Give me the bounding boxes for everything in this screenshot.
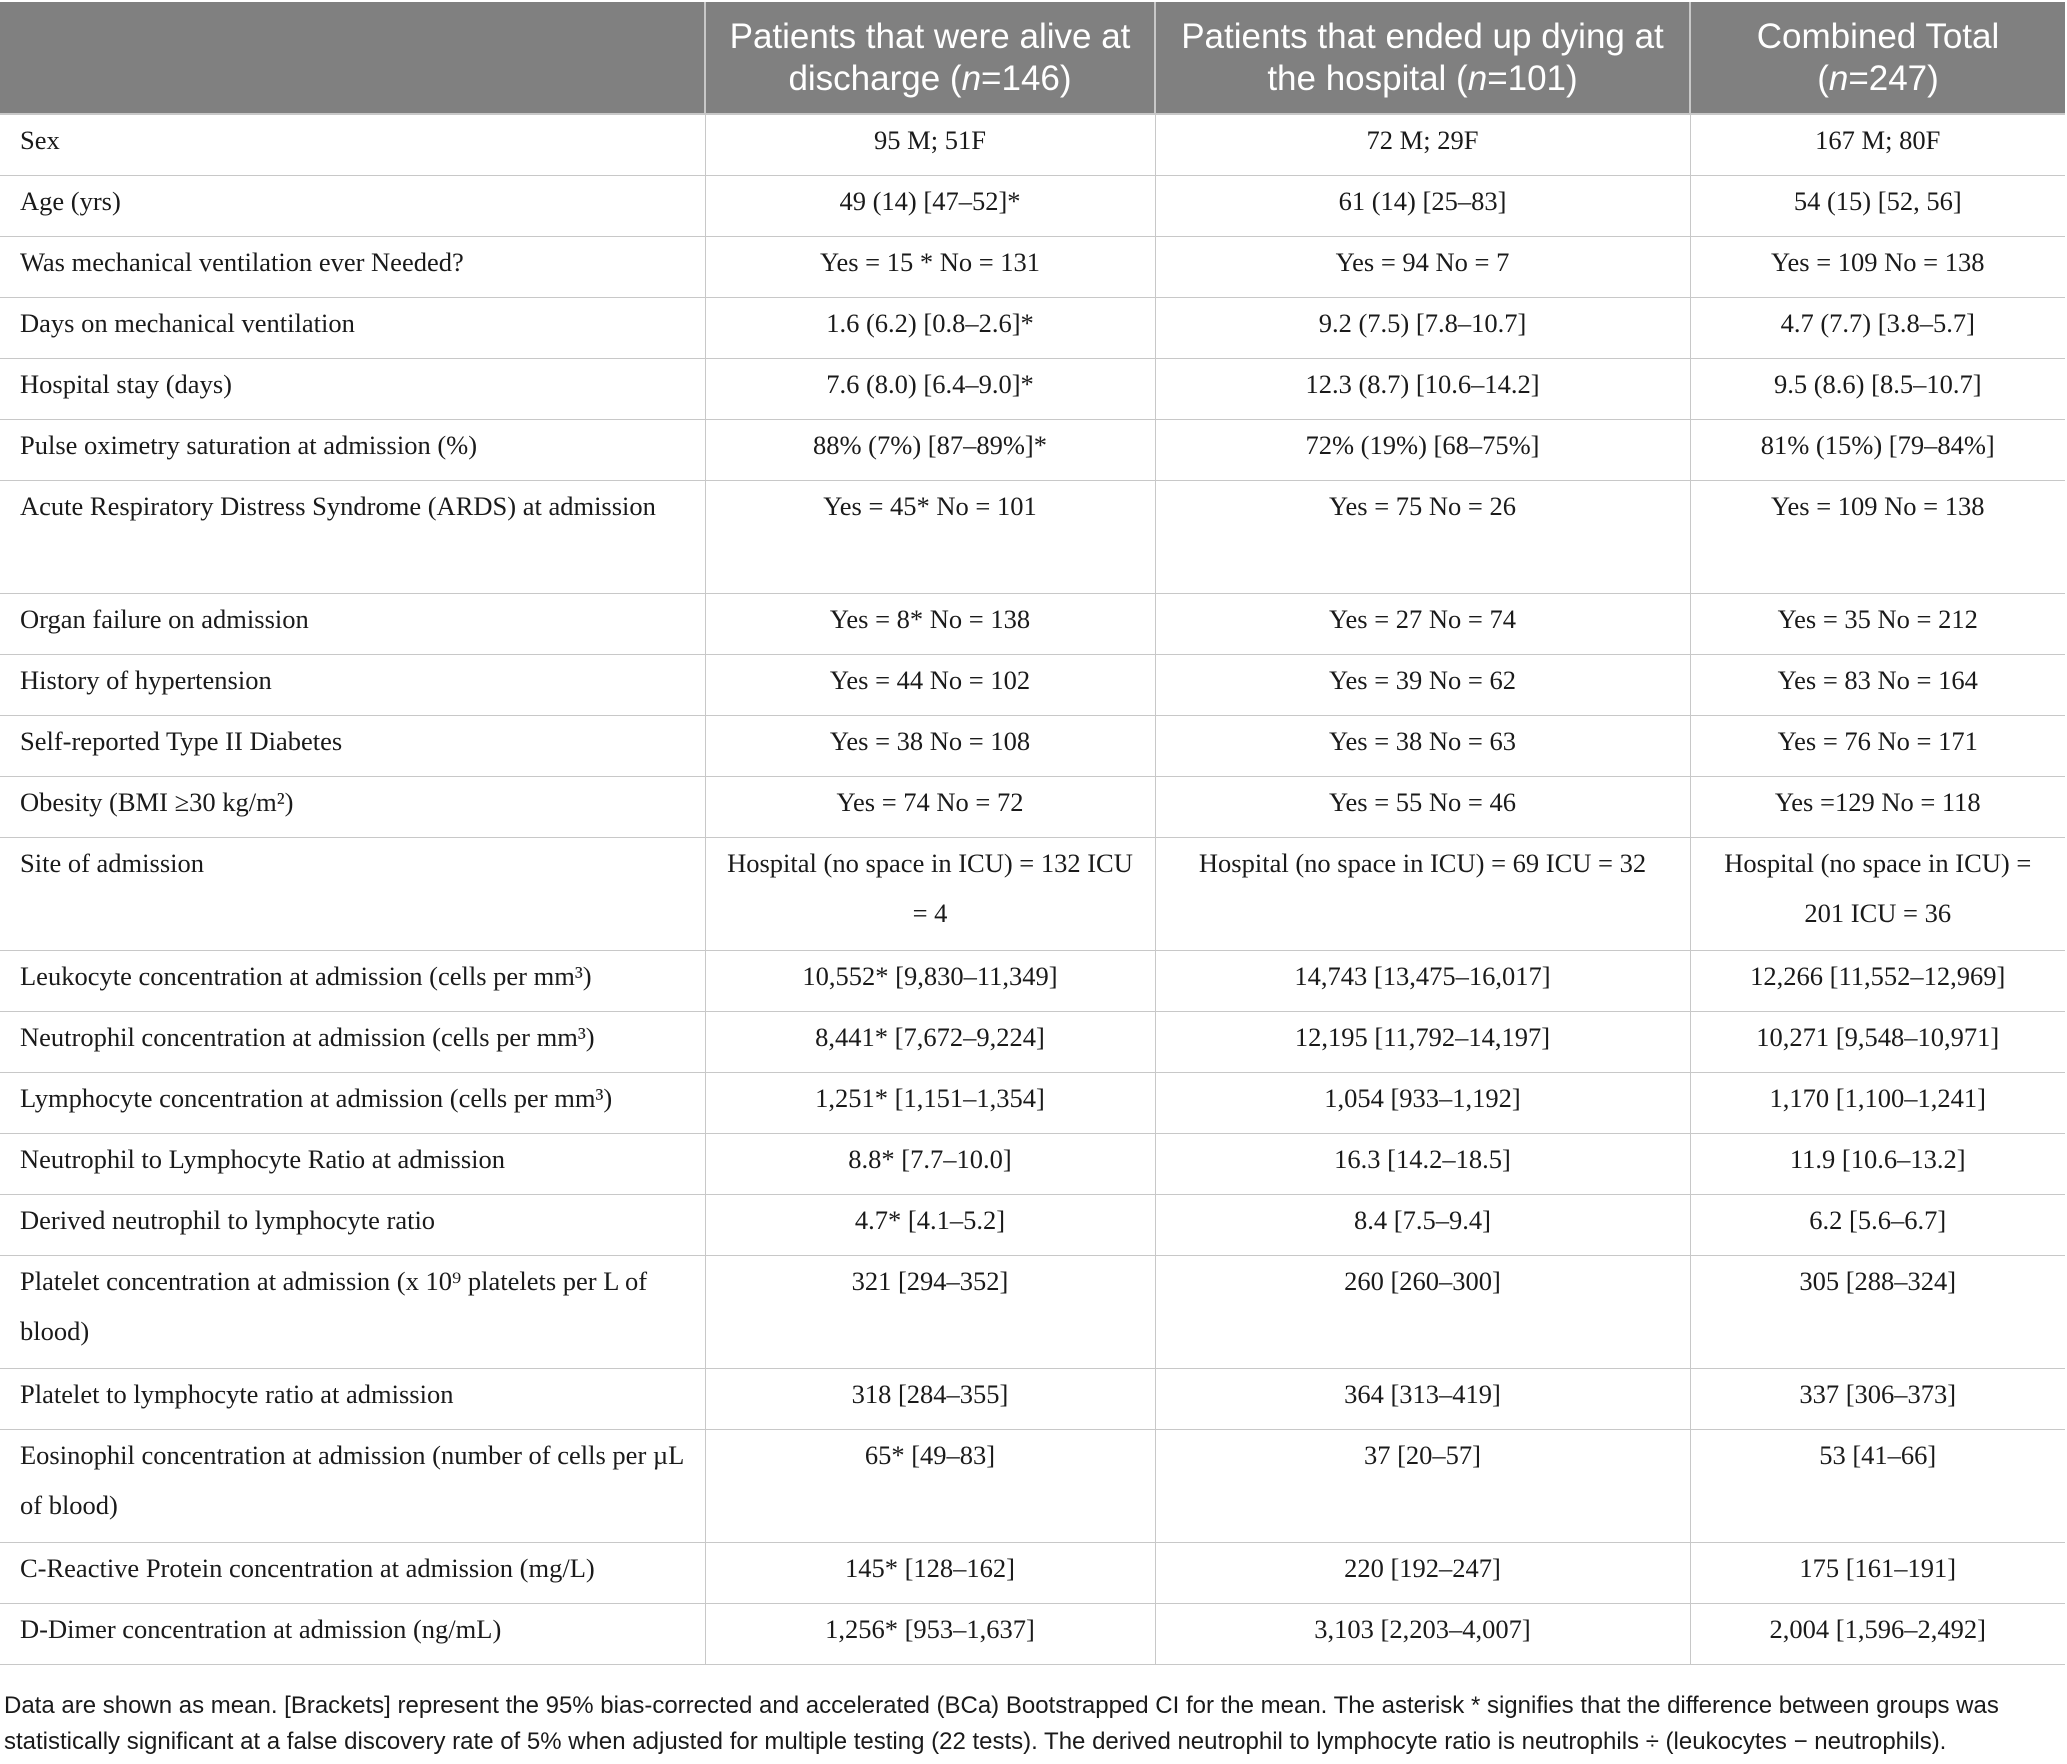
alive-value-cell: 145* [128–162]	[705, 1542, 1155, 1603]
total-value-cell: Yes =129 No = 118	[1690, 776, 2065, 837]
patient-characteristics-table	[0, 2, 2065, 1665]
table-row	[0, 1133, 2065, 1194]
total-value-cell: 11.9 [10.6–13.2]	[1690, 1133, 2065, 1194]
alive-value-cell: 1,256* [953–1,637]	[705, 1603, 1155, 1664]
died-value-cell: 1,054 [933–1,192]	[1155, 1072, 1690, 1133]
died-value-cell: 3,103 [2,203–4,007]	[1155, 1603, 1690, 1664]
total-value-cell: 54 (15) [52, 56]	[1690, 175, 2065, 236]
table-row	[0, 1429, 2065, 1542]
alive-value-cell: Yes = 44 No = 102	[705, 654, 1155, 715]
alive-value-cell: 10,552* [9,830–11,349]	[705, 950, 1155, 1011]
row-label-cell: Eosinophil concentration at admission (number of cells per µL of blood)	[0, 1429, 705, 1542]
total-value-cell: 1,170 [1,100–1,241]	[1690, 1072, 2065, 1133]
alive-value-cell: Yes = 38 No = 108	[705, 715, 1155, 776]
died-value-cell: 220 [192–247]	[1155, 1542, 1690, 1603]
total-value-cell: 4.7 (7.7) [3.8–5.7]	[1690, 297, 2065, 358]
table-row	[0, 837, 2065, 950]
table-row	[0, 419, 2065, 480]
total-value-cell: 12,266 [11,552–12,969]	[1690, 950, 2065, 1011]
total-value-cell: Yes = 76 No = 171	[1690, 715, 2065, 776]
table-row	[0, 715, 2065, 776]
total-value-cell: Yes = 35 No = 212	[1690, 593, 2065, 654]
died-value-cell: Hospital (no space in ICU) = 69 ICU = 32	[1155, 837, 1690, 950]
table-row	[0, 1194, 2065, 1255]
total-value-cell: 10,271 [9,548–10,971]	[1690, 1011, 2065, 1072]
total-value-cell: 305 [288–324]	[1690, 1255, 2065, 1368]
header-blank-cell	[0, 2, 705, 114]
total-value-cell: 175 [161–191]	[1690, 1542, 2065, 1603]
table-row	[0, 1072, 2065, 1133]
table-row	[0, 776, 2065, 837]
row-label-cell: Platelet concentration at admission (x 10⁹ platelets per L of blood)	[0, 1255, 705, 1368]
alive-value-cell: 1,251* [1,151–1,354]	[705, 1072, 1155, 1133]
died-value-cell: 12.3 (8.7) [10.6–14.2]	[1155, 358, 1690, 419]
row-label-cell: Was mechanical ventilation ever Needed?	[0, 236, 705, 297]
row-label-cell: Derived neutrophil to lymphocyte ratio	[0, 1194, 705, 1255]
died-value-cell: 14,743 [13,475–16,017]	[1155, 950, 1690, 1011]
total-value-cell: Yes = 109 No = 138	[1690, 236, 2065, 297]
died-value-cell: Yes = 55 No = 46	[1155, 776, 1690, 837]
alive-value-cell: 321 [294–352]	[705, 1255, 1155, 1368]
total-value-cell: 6.2 [5.6–6.7]	[1690, 1194, 2065, 1255]
total-value-cell: Yes = 109 No = 138	[1690, 480, 2065, 593]
row-label-cell: Lymphocyte concentration at admission (cells per mm³)	[0, 1072, 705, 1133]
table-header-row	[0, 2, 2065, 114]
died-value-cell: Yes = 38 No = 63	[1155, 715, 1690, 776]
total-value-cell: 167 M; 80F	[1690, 114, 2065, 175]
header-alive-at-discharge: Patients that were alive at discharge (n=146)	[705, 2, 1155, 114]
alive-value-cell: 95 M; 51F	[705, 114, 1155, 175]
died-value-cell: 12,195 [11,792–14,197]	[1155, 1011, 1690, 1072]
total-value-cell: 2,004 [1,596–2,492]	[1690, 1603, 2065, 1664]
died-value-cell: 37 [20–57]	[1155, 1429, 1690, 1542]
row-label-cell: Organ failure on admission	[0, 593, 705, 654]
row-label-cell: C-Reactive Protein concentration at admission (mg/L)	[0, 1542, 705, 1603]
died-value-cell: Yes = 94 No = 7	[1155, 236, 1690, 297]
total-value-cell: Hospital (no space in ICU) = 201 ICU = 36	[1690, 837, 2065, 950]
died-value-cell: 260 [260–300]	[1155, 1255, 1690, 1368]
row-label-cell: D-Dimer concentration at admission (ng/mL)	[0, 1603, 705, 1664]
total-value-cell: 9.5 (8.6) [8.5–10.7]	[1690, 358, 2065, 419]
table-row	[0, 297, 2065, 358]
alive-value-cell: 318 [284–355]	[705, 1368, 1155, 1429]
died-value-cell: 9.2 (7.5) [7.8–10.7]	[1155, 297, 1690, 358]
alive-value-cell: 8,441* [7,672–9,224]	[705, 1011, 1155, 1072]
died-value-cell: 72 M; 29F	[1155, 114, 1690, 175]
alive-value-cell: 65* [49–83]	[705, 1429, 1155, 1542]
table-row	[0, 593, 2065, 654]
alive-value-cell: Yes = 15 * No = 131	[705, 236, 1155, 297]
row-label-cell: Acute Respiratory Distress Syndrome (ARDS) at admission	[0, 480, 705, 593]
alive-value-cell: 7.6 (8.0) [6.4–9.0]*	[705, 358, 1155, 419]
died-value-cell: Yes = 27 No = 74	[1155, 593, 1690, 654]
row-label-cell: Leukocyte concentration at admission (cells per mm³)	[0, 950, 705, 1011]
row-label-cell: Neutrophil to Lymphocyte Ratio at admission	[0, 1133, 705, 1194]
row-label-cell: Neutrophil concentration at admission (cells per mm³)	[0, 1011, 705, 1072]
table-body	[0, 114, 2065, 1664]
died-value-cell: 72% (19%) [68–75%]	[1155, 419, 1690, 480]
alive-value-cell: 49 (14) [47–52]*	[705, 175, 1155, 236]
table-row	[0, 654, 2065, 715]
total-value-cell: 81% (15%) [79–84%]	[1690, 419, 2065, 480]
alive-value-cell: 88% (7%) [87–89%]*	[705, 419, 1155, 480]
row-label-cell: Self-reported Type II Diabetes	[0, 715, 705, 776]
died-value-cell: 8.4 [7.5–9.4]	[1155, 1194, 1690, 1255]
died-value-cell: 364 [313–419]	[1155, 1368, 1690, 1429]
alive-value-cell: Yes = 8* No = 138	[705, 593, 1155, 654]
table-row	[0, 175, 2065, 236]
row-label-cell: Obesity (BMI ≥30 kg/m²)	[0, 776, 705, 837]
row-label-cell: Age (yrs)	[0, 175, 705, 236]
table-row	[0, 236, 2065, 297]
total-value-cell: 53 [41–66]	[1690, 1429, 2065, 1542]
table-row	[0, 1368, 2065, 1429]
table-footnote: Data are shown as mean. [Brackets] represent the 95% bias-corrected and accelerated (BCa) Bootstrapped CI for the mean. The asterisk * signifies that the difference between groups was statistically significant at a false discovery rate of 5% when adjusted for multiple testing (22 tests). The derived neutrophil to lymphocyte ratio is neutrophils ÷ (leukocytes − neutrophils).	[4, 1692, 1999, 1755]
died-value-cell: 16.3 [14.2–18.5]	[1155, 1133, 1690, 1194]
table-row	[0, 1255, 2065, 1368]
row-label-cell: Hospital stay (days)	[0, 358, 705, 419]
header-died-at-hospital: Patients that ended up dying at the hospital (n=101)	[1155, 2, 1690, 114]
table-row	[0, 1542, 2065, 1603]
died-value-cell: 61 (14) [25–83]	[1155, 175, 1690, 236]
table-row	[0, 114, 2065, 175]
died-value-cell: Yes = 39 No = 62	[1155, 654, 1690, 715]
header-combined-total: Combined Total (n=247)	[1690, 2, 2065, 114]
alive-value-cell: 1.6 (6.2) [0.8–2.6]*	[705, 297, 1155, 358]
table-row	[0, 358, 2065, 419]
alive-value-cell: Yes = 45* No = 101	[705, 480, 1155, 593]
died-value-cell: Yes = 75 No = 26	[1155, 480, 1690, 593]
row-label-cell: Sex	[0, 114, 705, 175]
table-row	[0, 950, 2065, 1011]
alive-value-cell: Hospital (no space in ICU) = 132 ICU = 4	[705, 837, 1155, 950]
row-label-cell: Site of admission	[0, 837, 705, 950]
row-label-cell: Pulse oximetry saturation at admission (%)	[0, 419, 705, 480]
table-row	[0, 1603, 2065, 1664]
total-value-cell: Yes = 83 No = 164	[1690, 654, 2065, 715]
alive-value-cell: Yes = 74 No = 72	[705, 776, 1155, 837]
row-label-cell: Days on mechanical ventilation	[0, 297, 705, 358]
row-label-cell: Platelet to lymphocyte ratio at admission	[0, 1368, 705, 1429]
row-label-cell: History of hypertension	[0, 654, 705, 715]
table-row	[0, 480, 2065, 593]
alive-value-cell: 4.7* [4.1–5.2]	[705, 1194, 1155, 1255]
total-value-cell: 337 [306–373]	[1690, 1368, 2065, 1429]
alive-value-cell: 8.8* [7.7–10.0]	[705, 1133, 1155, 1194]
table-row	[0, 1011, 2065, 1072]
